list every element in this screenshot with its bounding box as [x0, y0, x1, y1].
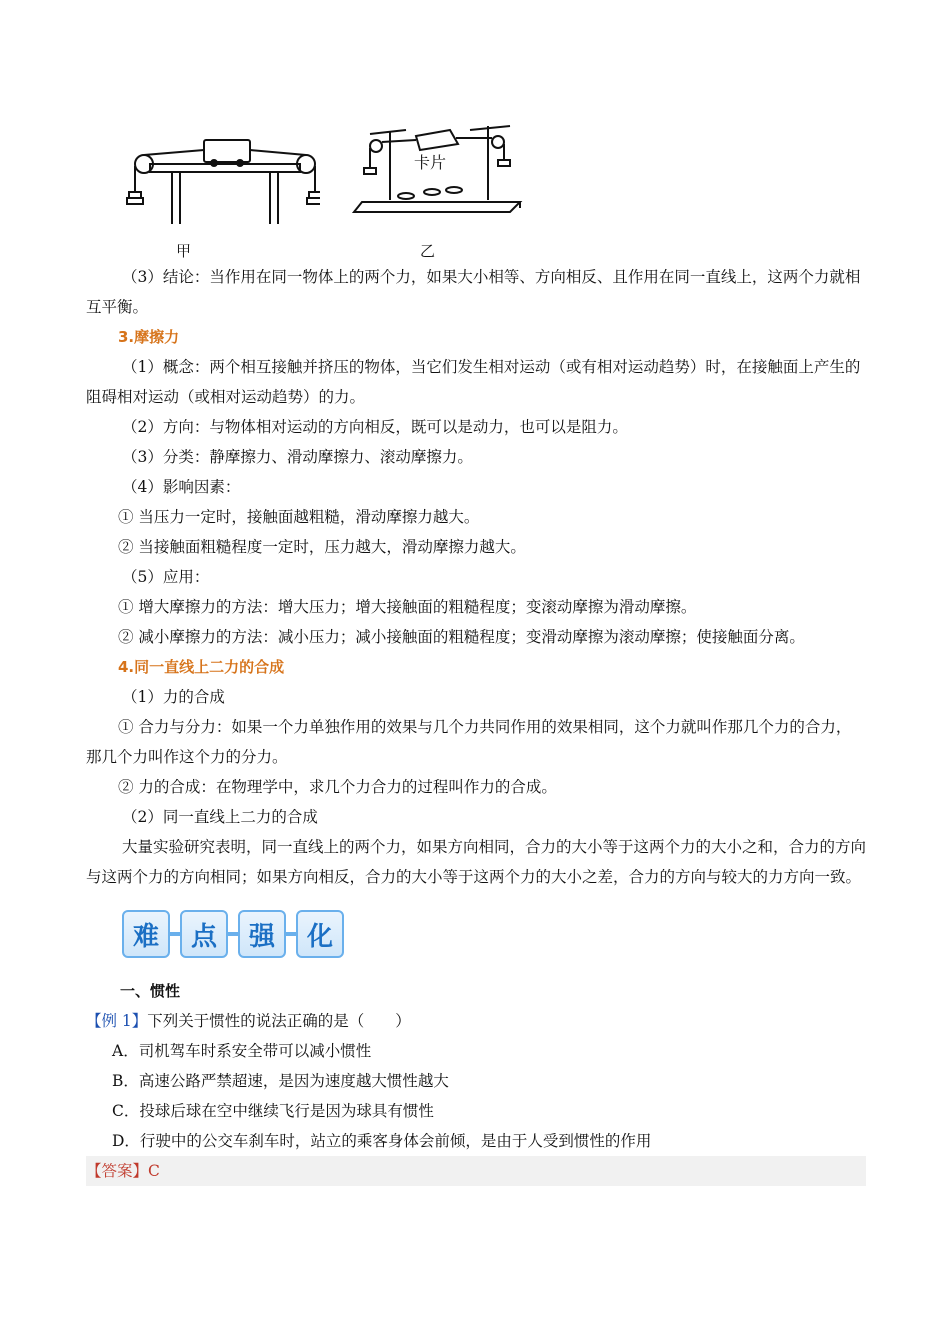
figure-label-jia: 甲	[176, 242, 192, 260]
composition-item-1: ① 合力与分力：如果一个力单独作用的效果与几个力共同作用的效果相同，这个力就叫作那几个力的合力，那几个力叫作这个力的分力。	[86, 718, 852, 766]
main-content	[86, 262, 866, 1186]
friction-factor-1: ① 当压力一定时，接触面越粗糙，滑动摩擦力越大。	[118, 508, 480, 526]
composition-item-2: ② 力的合成：在物理学中，求几个力合力的过程叫作力的合成。	[118, 778, 557, 796]
banner-tile-4: 化	[296, 910, 344, 958]
banner-link	[228, 932, 238, 936]
composition-heading: 4.同一直线上二力的合成	[118, 658, 285, 676]
composition-paragraph: 大量实验研究表明，同一直线上的两个力，如果方向相同，合力的大小等于这两个力的大小之和，合力的方向与这两个力的方向相同；如果方向相反，合力的大小等于这两个力的大小之差，合力的方向与较大的力方向一致。	[86, 838, 867, 886]
difficulty-banner	[122, 904, 866, 968]
option-d: D．行驶中的公交车刹车时，站立的乘客身体会前倾，是由于人受到惯性的作用	[112, 1132, 652, 1150]
answer-line	[86, 1156, 866, 1186]
friction-apply-title: （5）应用：	[122, 568, 210, 586]
figure-label-yi: 乙	[420, 242, 436, 260]
figure-yi-card-stand	[350, 112, 530, 222]
figure-jia-table-pulleys	[120, 112, 320, 232]
friction-concept: （1）概念：两个相互接触并挤压的物体，当它们发生相对运动（或有相对运动趋势）时，在接触面上产生的阻碍相对运动（或相对运动趋势）的力。	[86, 358, 861, 406]
example-question-text: 下列关于惯性的说法正确的是（ ）	[147, 1012, 411, 1030]
example-tag: 【例 1】	[86, 1012, 148, 1030]
card-label: 卡片	[414, 153, 447, 172]
conclusion-paragraph: （3）结论：当作用在同一物体上的两个力，如果大小相等、方向相反、且作用在同一直线上，这两个力就相互平衡。	[86, 268, 861, 316]
composition-sub-1: （1）力的合成	[122, 688, 225, 706]
banner-tile-1: 难	[122, 910, 170, 958]
banner-link	[286, 932, 296, 936]
option-b: B．高速公路严禁超速，是因为速度越大惯性越大	[112, 1072, 449, 1090]
composition-sub-2: （2）同一直线上二力的合成	[122, 808, 318, 826]
section-heading-inertia: 一、惯性	[120, 982, 181, 1000]
friction-types: （3）分类：静摩擦力、滑动摩擦力、滚动摩擦力。	[122, 448, 473, 466]
answer-tag: 【答案】	[86, 1162, 149, 1180]
friction-factor-2: ② 当接触面粗糙程度一定时，压力越大，滑动摩擦力越大。	[118, 538, 526, 556]
friction-heading: 3.摩擦力	[118, 328, 180, 346]
friction-apply-1: ① 增大摩擦力的方法：增大压力；增大接触面的粗糙程度；变滚动摩擦为滑动摩擦。	[118, 598, 697, 616]
banner-link	[170, 932, 180, 936]
answer-value: C	[148, 1162, 160, 1180]
banner-tile-2: 点	[180, 910, 228, 958]
friction-direction: （2）方向：与物体相对运动的方向相反，既可以是动力，也可以是阻力。	[122, 418, 628, 436]
option-c: C．投球后球在空中继续飞行是因为球具有惯性	[112, 1102, 434, 1120]
friction-apply-2: ② 减小摩擦力的方法：减小压力；减小接触面的粗糙程度；变滑动摩擦为滚动摩擦；使接触面分离。	[118, 628, 805, 646]
example-question	[86, 1006, 866, 1036]
banner-tile-3: 强	[238, 910, 286, 958]
experiment-figures	[120, 112, 540, 262]
friction-factors-title: （4）影响因素：	[122, 478, 241, 496]
option-a: A．司机驾车时系安全带可以减小惯性	[112, 1042, 372, 1060]
